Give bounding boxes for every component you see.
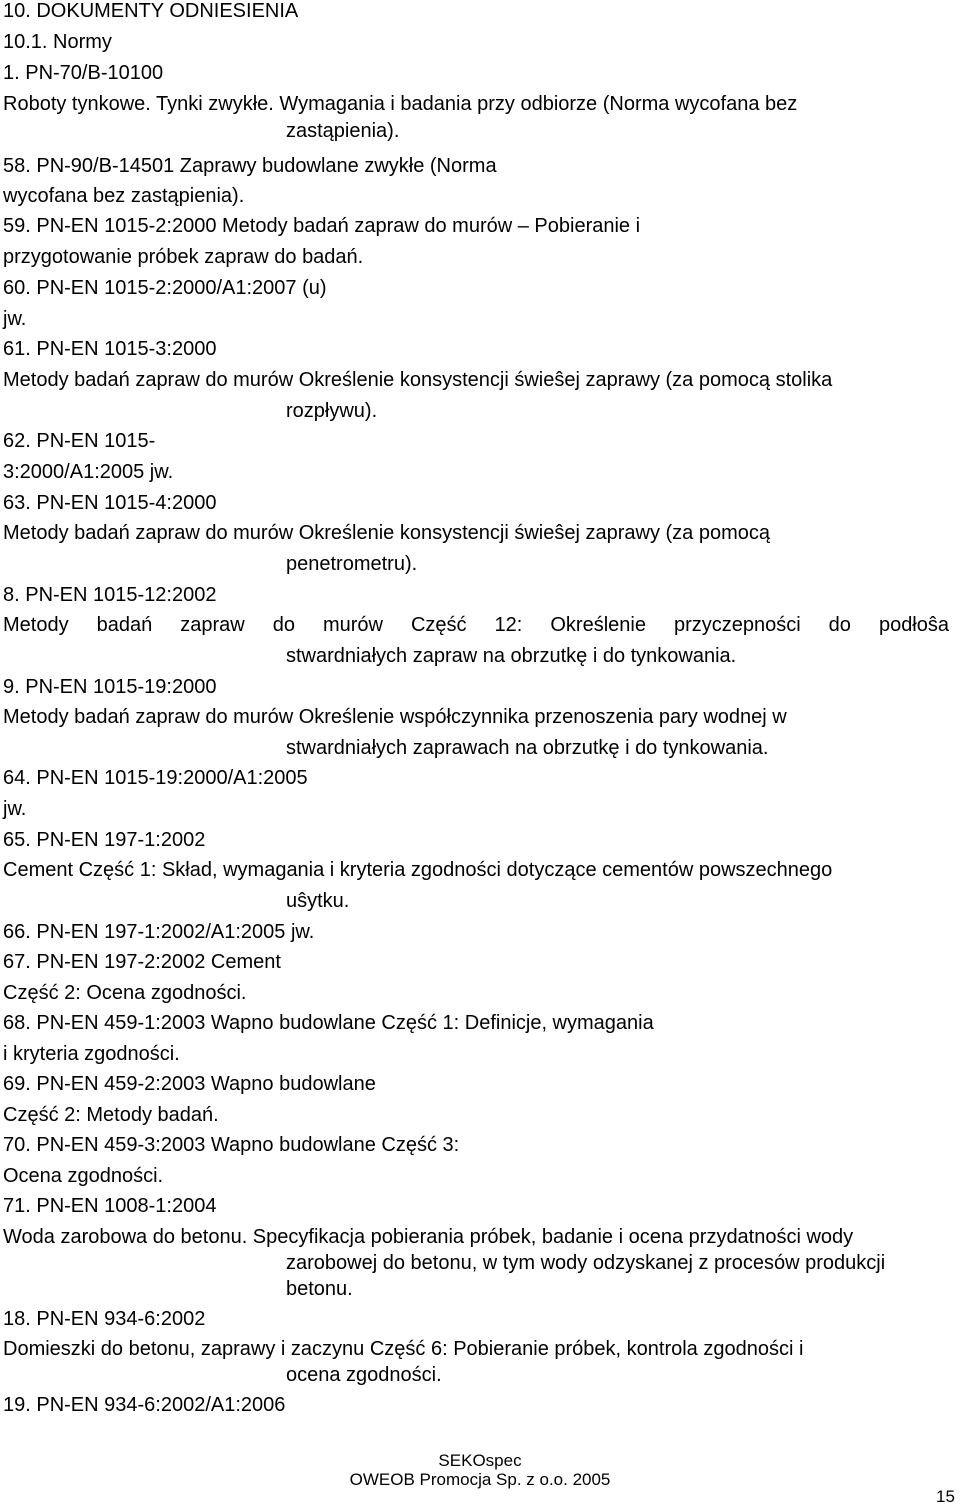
norm-description-cont: stwardniałych zapraw na obrzutkę i do tynkowania.	[286, 645, 737, 667]
norm-description: Roboty tynkowe. Tynki zwykłe. Wymagania i badania przy odbiorze (Norma wycofana bez	[3, 93, 798, 115]
norm-number: 61. PN-EN 1015-3:2000	[3, 338, 217, 360]
norm-description: jw.	[3, 798, 27, 820]
norm-number: 64. PN-EN 1015-19:2000/A1:2005	[3, 767, 308, 789]
norm-entry: 66. PN-EN 197-1:2002/A1:2005 jw.	[3, 921, 315, 943]
norm-description-cont: zastąpienia).	[286, 120, 400, 142]
norm-number: 1. PN-70/B-10100	[3, 62, 164, 84]
norm-description: Metody badań zapraw do murów Określenie współczynnika przenoszenia pary wodnej w	[3, 706, 787, 728]
section-heading: 10. DOKUMENTY ODNIESIENIA	[3, 0, 299, 22]
footer-company: OWEOB Promocja Sp. z o.o. 2005	[349, 1470, 611, 1489]
norm-description-cont: rozpływu).	[286, 400, 378, 422]
norm-entry: 58. PN-90/B-14501 Zaprawy budowlane zwykłe (Norma	[3, 155, 497, 177]
norm-entry: 59. PN-EN 1015-2:2000 Metody badań zapraw do murów – Pobieranie i	[3, 215, 641, 237]
norm-description: Metody badań zapraw do murów Określenie konsystencji świeŝej zaprawy (za pomocą stolika	[3, 369, 833, 391]
norm-entry: 69. PN-EN 459-2:2003 Wapno budowlane	[3, 1073, 376, 1095]
norm-entry-cont: wycofana bez zastąpienia).	[3, 185, 245, 207]
norm-entry: 60. PN-EN 1015-2:2000/A1:2007 (u)	[3, 277, 327, 299]
norm-description-cont: stwardniałych zaprawach na obrzutkę i do tynkowania.	[286, 737, 769, 759]
norm-description-cont: zarobowej do betonu, w tym wody odzyskanej z procesów produkcji	[286, 1252, 886, 1274]
norm-description-cont: uŝytku.	[286, 890, 350, 912]
norm-description: jw.	[3, 308, 27, 330]
norm-number: 9. PN-EN 1015-19:2000	[3, 676, 217, 698]
subsection-heading: 10.1. Normy	[3, 31, 112, 53]
norm-entry-cont: przygotowanie próbek zapraw do badań.	[3, 246, 364, 268]
norm-number: 63. PN-EN 1015-4:2000	[3, 492, 217, 514]
norm-number: 65. PN-EN 197-1:2002	[3, 829, 206, 851]
norm-description: Woda zarobowa do betonu. Specyfikacja pobierania próbek, badanie i ocena przydatności wody	[3, 1226, 854, 1248]
norm-entry-cont: 3:2000/A1:2005 jw.	[3, 461, 174, 483]
norm-entry: 67. PN-EN 197-2:2002 Cement	[3, 951, 281, 973]
norm-number: 18. PN-EN 934-6:2002	[3, 1308, 206, 1330]
norm-number: 19. PN-EN 934-6:2002/A1:2006	[3, 1394, 286, 1416]
norm-description: Cement Część 1: Skład, wymagania i kryteria zgodności dotyczące cementów powszechnego	[3, 859, 833, 881]
norm-number: 71. PN-EN 1008-1:2004	[3, 1195, 217, 1217]
norm-number: 8. PN-EN 1015-12:2002	[3, 584, 217, 606]
norm-entry-cont: Ocena zgodności.	[3, 1165, 164, 1187]
norm-entry-cont: i kryteria zgodności.	[3, 1043, 180, 1065]
norm-description-cont: betonu.	[286, 1278, 353, 1300]
norm-description: Domieszki do betonu, zaprawy i zaczynu Część 6: Pobieranie próbek, kontrola zgodności i	[3, 1338, 804, 1360]
norm-description: Metody badań zapraw do murów Część 12: Określenie przyczepności do podłoŝa	[3, 614, 949, 636]
norm-entry-cont: Część 2: Metody badań.	[3, 1104, 219, 1126]
norm-entry: 70. PN-EN 459-3:2003 Wapno budowlane Część 3:	[3, 1134, 460, 1156]
footer-title: SEKOspec	[438, 1451, 522, 1470]
norm-entry: 68. PN-EN 459-1:2003 Wapno budowlane Część 1: Definicje, wymagania	[3, 1012, 654, 1034]
page-number: 15	[936, 1487, 955, 1506]
norm-description-cont: ocena zgodności.	[286, 1364, 442, 1386]
norm-entry: 62. PN-EN 1015-	[3, 430, 156, 452]
norm-description-cont: penetrometru).	[286, 553, 418, 575]
norm-entry-cont: Część 2: Ocena zgodności.	[3, 982, 247, 1004]
norm-description: Metody badań zapraw do murów Określenie konsystencji świeŝej zaprawy (za pomocą	[3, 522, 771, 544]
